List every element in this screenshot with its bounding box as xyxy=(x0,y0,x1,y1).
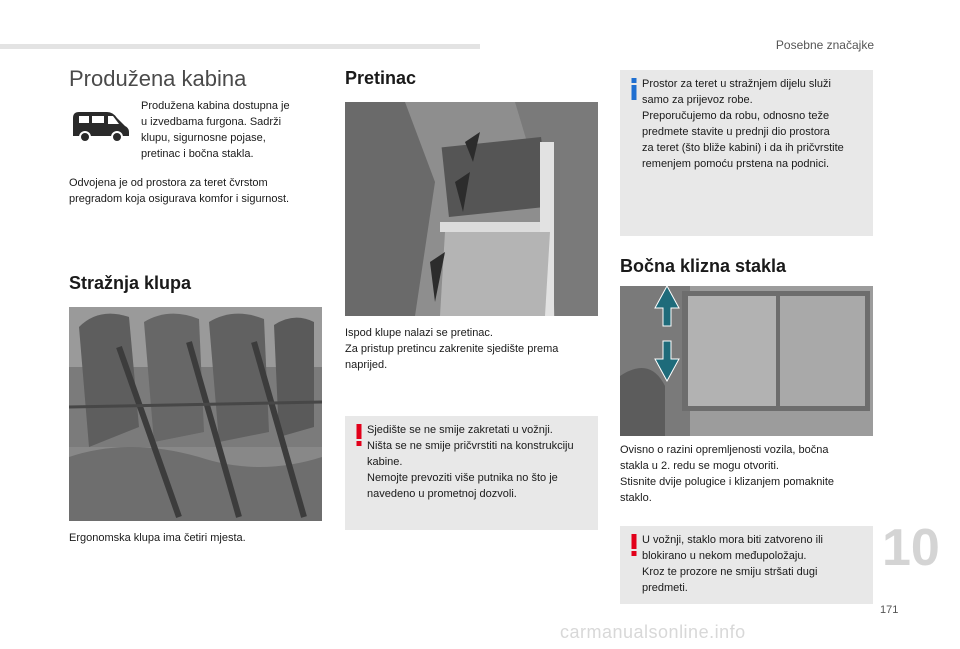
compartment-warning-text: Sjedište se ne smije zakretati u vožnji. Ništa se ne smije pričvrstiti na konstrukciju kabine. Nemojte prevoziti više putnika no što je navedeno u prometnoj dozvoli. xyxy=(367,424,574,500)
info-icon xyxy=(630,78,638,100)
watermark: carmanualsonline.info xyxy=(560,622,746,642)
compartment-photo xyxy=(345,102,598,316)
bench-photo xyxy=(69,307,322,521)
chapter-number: 10 xyxy=(882,519,940,577)
compartment-text: Ispod klupe nalazi se pretinac. Za pristup pretincu zakrenite sjedište prema naprijed. xyxy=(345,327,559,371)
sliding-windows-warning-box xyxy=(620,526,873,604)
warning-icon xyxy=(355,424,363,446)
compartment-title: Pretinac xyxy=(345,68,417,88)
van-icon xyxy=(69,104,133,144)
warning-icon xyxy=(630,534,638,556)
section-title: Posebne značajke xyxy=(775,38,874,52)
compartment-warning-box xyxy=(345,416,598,530)
sliding-windows-warning-text: U vožnji, staklo mora biti zatvoreno ili blokirano u nekom međupoložaju. Kroz te prozore ne smiju stršati dugi predmeti. xyxy=(642,534,823,594)
intro-text: Produžena kabina dostupna je u izvedbama furgona. Sadrži klupu, sigurnosne pojase, pretinac i bočna stakla. xyxy=(141,100,290,160)
bench-caption: Ergonomska klupa ima četiri mjesta. xyxy=(69,532,246,544)
page-title: Produžena kabina xyxy=(69,66,247,91)
sliding-windows-photo xyxy=(620,286,873,436)
bench-title: Stražnja klupa xyxy=(69,273,192,293)
cargo-info-box xyxy=(620,70,873,236)
page-number: 171 xyxy=(880,604,899,616)
body-text: Odvojena je od prostora za teret čvrstom pregradom koja osigurava komfor i sigurnost. xyxy=(69,177,290,205)
header-bar xyxy=(0,44,480,49)
sliding-windows-title: Bočna klizna stakla xyxy=(620,256,787,276)
sliding-windows-text: Ovisno o razini opremljenosti vozila, bočna stakla u 2. redu se mogu otvoriti. Stisnite dvije polugice i klizanjem pomaknite staklo. xyxy=(620,444,834,504)
cargo-info-text: Prostor za teret u stražnjem dijelu služi samo za prijevoz robe. Preporučujemo da robu, odnosno teže predmete stavite u prednji dio prostora za teret (što bliže kabini) i da ih pričvrstite remenjem pomoću prstena na podnici. xyxy=(642,78,844,170)
